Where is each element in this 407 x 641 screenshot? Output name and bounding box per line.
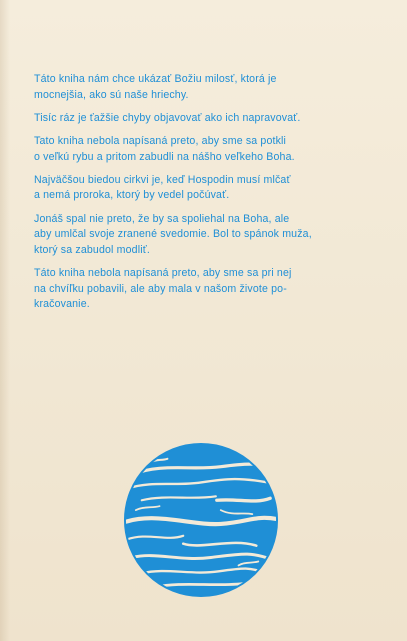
quote-line: aby umlčal svoje zranené svedomie. Bol to spánok muža, <box>34 228 312 241</box>
quote-line: Táto kniha nebola napísaná preto, aby sme sa pri nej <box>34 266 292 279</box>
quote-line: Jonáš spal nie preto, že by sa spoliehal na Boha, ale <box>34 212 290 225</box>
quote-line: a nemá proroka, ktorý by vedel počúvať. <box>34 189 230 202</box>
quote-line: Tato kniha nebola napísaná preto, aby sme sa potkli <box>34 134 287 147</box>
quote-text-block <box>34 72 374 320</box>
quote-paragraph-4 <box>34 173 374 204</box>
quote-line: ktorý sa zabudol modliť. <box>34 243 150 256</box>
globe-woodcut-emblem-icon <box>122 441 280 599</box>
quote-line: na chvíľku pobavili, ale aby mala v našom živote po- <box>34 282 287 295</box>
quote-line: kračovanie. <box>34 298 90 311</box>
quote-line: Najväčšou biedou cirkvi je, keď Hospodin musí mlčať <box>34 173 291 186</box>
quote-line: o veľkú rybu a pritom zabudli na nášho veľkeho Boha. <box>34 150 295 163</box>
quote-paragraph-6 <box>34 266 374 313</box>
quote-line: Táto kniha nám chce ukázať Božiu milosť, ktorá je <box>34 73 277 85</box>
quote-paragraph-1 <box>34 72 374 103</box>
quote-paragraph-5 <box>34 212 374 259</box>
quote-paragraph-3 <box>34 134 374 165</box>
quote-paragraph-2 <box>34 111 374 127</box>
quote-line: Tisíc ráz je ťažšie chyby objavovať ako ich napravovať. <box>34 111 301 124</box>
quote-line: mocnejšia, ako sú naše hriechy. <box>34 88 189 101</box>
page-edge-shadow <box>0 0 10 641</box>
